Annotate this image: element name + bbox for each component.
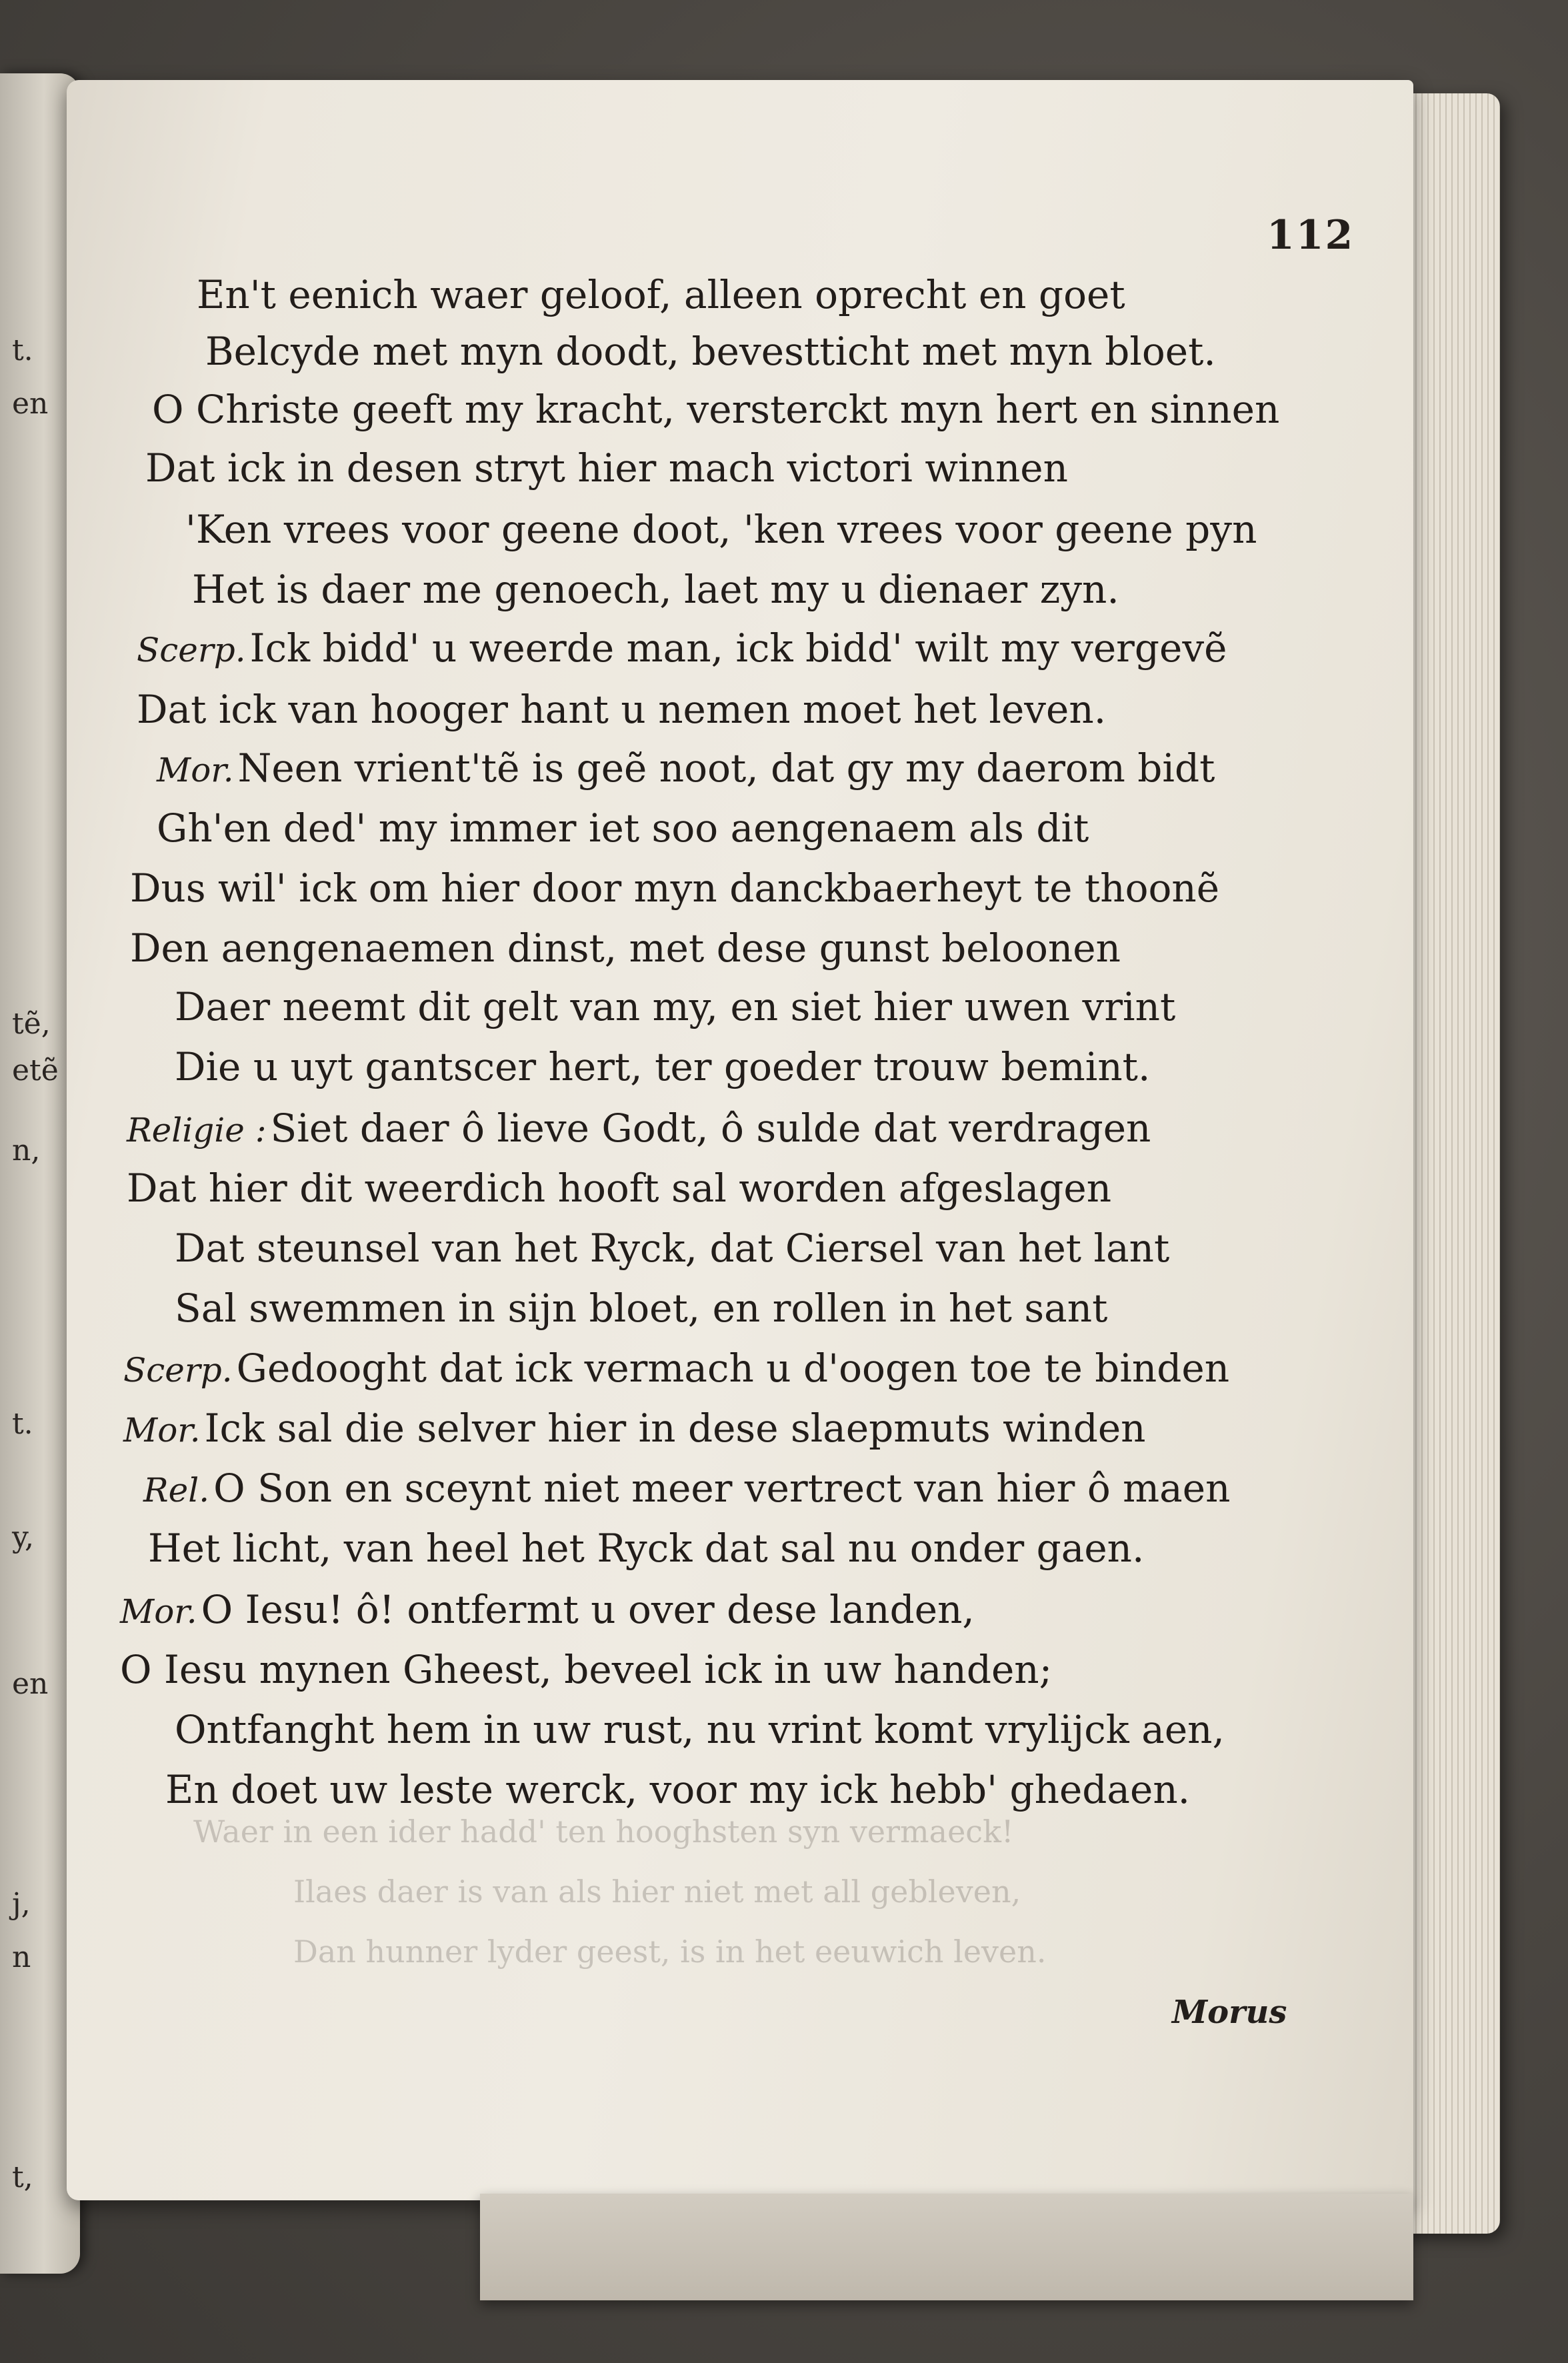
verse-line: Belcyde met myn doodt, bevestticht met myn bloet. [205,329,1216,374]
verse-line: Daer neemt dit gelt van my, en siet hier uwen vrint [175,984,1176,1029]
left-page-fragment: n, [12,1133,41,1167]
verse-line: Die u uyt gantscer hert, ter goeder trouw bemint. [175,1044,1151,1089]
verse-line: Ontfanght hem in uw rust, nu vrint komt vrylijck aen, [175,1707,1225,1752]
left-page-fragment: t. [12,333,33,367]
verse-line: Scerp. Gedooght dat ick vermach u d'oogen toe te binden [123,1346,1230,1391]
verse-line: En doet uw leste werck, voor my ick hebb' ghedaen. [165,1767,1191,1812]
left-page-fragment: etẽ [12,1053,59,1087]
verse-line: Mor. O Iesu! ô! ontfermt u over dese landen, [120,1587,975,1632]
verse-line: Dat hier dit weerdich hooft sal worden afgeslagen [127,1165,1112,1211]
verse-line: Den aengenaemen dinst, met dese gunst beloonen [130,925,1121,971]
show-through-text: Ilaes daer is van als hier niet met all gebleven, [293,1874,1021,1910]
verse-line: Dat steunsel van het Ryck, dat Ciersel van het lant [175,1226,1170,1271]
speaker-label: Mor. [120,1592,197,1631]
verse-line: Mor. Ick sal die selver hier in dese slaepmuts winden [123,1406,1146,1451]
verse-line: Religie : Siet daer ô lieve Godt, ô sulde dat verdragen [127,1105,1151,1151]
verse-line: Scerp. Ick bidd' u weerde man, ick bidd' wilt my vergevẽ [137,625,1227,671]
verse-line: Rel. O Son en sceynt niet meer vertrect van hier ô maen [143,1466,1231,1511]
verse-line: Dus wil' ick om hier door myn danckbaerheyt te thoonẽ [130,865,1220,911]
speaker-label: Mor. [157,751,234,789]
left-page-fragment: j, [12,1887,31,1921]
verse-line: Dat ick in desen stryt hier mach victori winnen [145,445,1068,491]
verse-line: Mor. Neen vrient'tẽ is geẽ noot, dat gy my daerom bidt [157,745,1215,791]
verse-line: Het licht, van heel het Ryck dat sal nu onder gaen. [148,1526,1145,1571]
verse-line: O Christe geeft my kracht, versterckt myn hert en sinnen [152,387,1280,432]
verse-line: O Iesu mynen Gheest, beveel ick in uw handen; [120,1647,1053,1692]
left-page-fragment: t. [12,1407,33,1441]
book-cover-bottom [480,2194,1413,2300]
left-page-fragment: en [12,1667,49,1701]
left-page-fragment: y, [12,1520,34,1554]
page-number: 112 [1267,212,1355,259]
speaker-label: Religie : [127,1111,267,1149]
speaker-label: Mor. [123,1411,201,1450]
verse-line: Sal swemmen in sijn bloet, en rollen in het sant [175,1286,1108,1331]
speaker-label: Rel. [143,1471,210,1510]
verse-line: Gh'en ded' my immer iet soo aengenaem als dit [157,805,1089,851]
verse-line: 'Ken vrees voor geene doot, 'ken vrees voor geene pyn [185,507,1257,552]
show-through-text: Waer in een ider hadd' ten hooghsten syn vermaeck! [193,1814,1014,1850]
left-page-fragment: n [12,1940,31,1974]
speaker-label: Scerp. [123,1351,233,1390]
left-page-fragment: en [12,387,49,421]
speaker-label: Scerp. [137,631,246,669]
verse-line: En't eenich waer geloof, alleen oprecht en goet [197,272,1125,317]
verse-line: Dat ick van hooger hant u nemen moet het leven. [137,687,1107,732]
left-page-fragment: tẽ, [12,1007,51,1041]
catchword: Morus [1172,1994,1287,2031]
verse-line: Het is daer me genoech, laet my u dienaer zyn. [192,567,1119,612]
show-through-text: Dan hunner lyder geest, is in het eeuwich leven. [293,1934,1047,1970]
left-page-fragment: t, [12,2160,33,2194]
